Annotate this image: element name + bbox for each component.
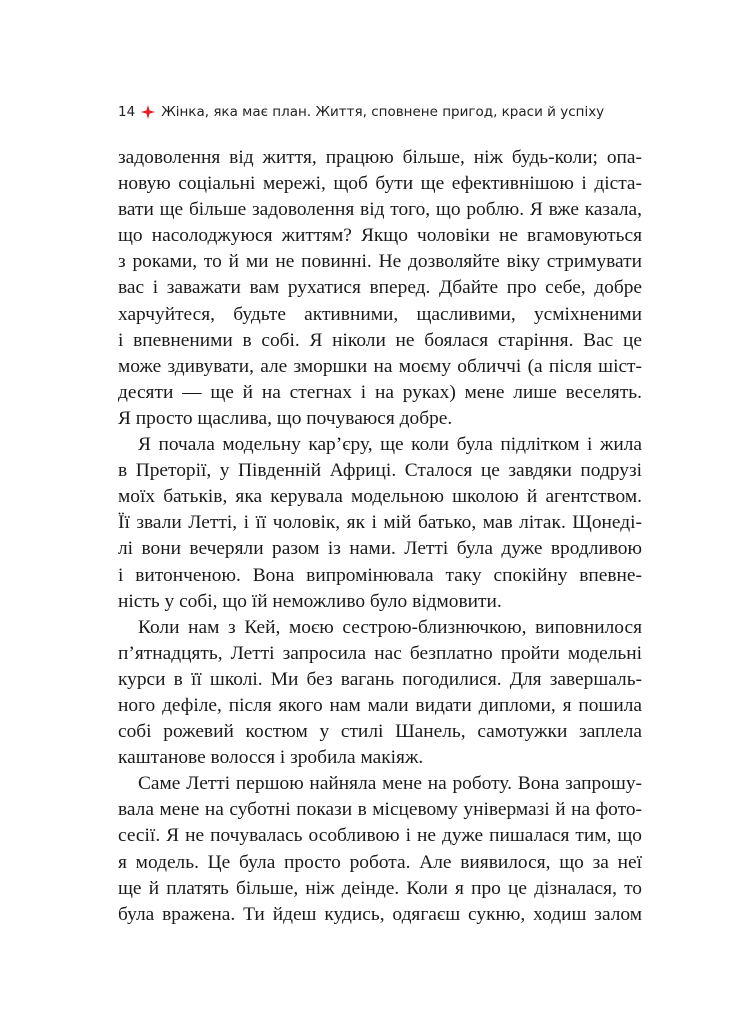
text-line: моїх батьків, яка керувала модельною школою й агентством. <box>118 486 642 508</box>
text-line: в Преторії, у Південній Африці. Сталося це завдяки подрузі <box>118 460 642 482</box>
text-line: що насолоджуюся життям? Якщо чоловіки не вгамовуються <box>118 225 642 247</box>
text-line: ність у собі, що їй неможливо було відмовити. <box>118 590 502 612</box>
text-line: десяти — ще й на стегнах і на руках) мене лише веселять. <box>118 381 642 403</box>
text-line: вати ще більше задоволення від того, що роблю. Я вже казала, <box>118 199 642 221</box>
text-line: новую соціальні мережі, щоб бути ще ефективнішою і діста- <box>118 173 642 195</box>
text-line: і впевненими в собі. Я ніколи не боялася старіння. Вас це <box>118 329 642 351</box>
text-line: була вражена. Ти йдеш кудись, одягаєш сукню, ходиш залом <box>118 903 642 925</box>
paragraph <box>118 145 642 432</box>
text-line: я модель. Це була просто робота. Але виявилося, що за неї <box>118 851 642 873</box>
paragraph <box>118 432 642 615</box>
text-line: собі рожевий костюм у стилі Шанель, самотужки заплела <box>118 721 642 743</box>
running-header <box>118 104 678 120</box>
text-line: каштанове волосся і зробила макіяж. <box>118 747 424 769</box>
text-line: ще й платять більше, ніж деінде. Коли я про це дізналася, то <box>118 877 642 899</box>
text-line: і витонченою. Вона випромінювала таку спокійну впевне- <box>118 564 642 586</box>
running-title: Жінка, яка має план. Життя, сповнене пригод, краси й успіху <box>161 104 605 120</box>
text-line: курси в її школі. Ми без вагань погодилися. Для завершаль- <box>118 668 642 690</box>
text-line: ного дефіле, після якого нам мали видати дипломи, я пошила <box>118 694 642 716</box>
text-line: вала мене на суботні покази в місцевому універмазі й на фото- <box>118 799 642 821</box>
body-text <box>118 145 642 928</box>
four-pointed-star-icon <box>141 105 155 119</box>
text-line: сесії. Я не почувалась особливою і не дуже пишалася тим, що <box>118 825 642 847</box>
text-line: Я просто щаслива, що почуваюся добре. <box>118 407 453 429</box>
page-number: 14 <box>118 104 136 120</box>
text-line: вас і заважати вам рухатися вперед. Дбайте про себе, добре <box>118 277 642 299</box>
text-line: Саме Летті першою найняла мене на роботу. Вона запрошу- <box>138 773 642 795</box>
text-line: задоволення від життя, працюю більше, ніж будь-коли; опа- <box>118 147 642 168</box>
text-line: Її звали Летті, і її чоловік, як і мій батько, мав літак. Щонеді- <box>118 512 642 534</box>
paragraph <box>118 771 642 928</box>
text-line: харчуйтеся, будьте активними, щасливими, усміхненими <box>118 303 642 325</box>
paragraph <box>118 615 642 772</box>
text-line: п’ятнадцять, Летті запросила нас безплатно пройти модельні <box>118 642 642 664</box>
text-line: може здивувати, але зморшки на моєму обличчі (а після шіст- <box>118 355 642 377</box>
text-line: лі вони вечеряли разом із нами. Летті була дуже вродливою <box>118 538 642 560</box>
text-line: з роками, то й ми не повинні. Не дозволяйте віку стримувати <box>118 251 642 273</box>
text-line: Я почала модельну кар’єру, ще коли була підлітком і жила <box>138 434 642 456</box>
text-line: Коли нам з Кей, моєю сестрою-близнючкою, виповнилося <box>138 616 642 638</box>
